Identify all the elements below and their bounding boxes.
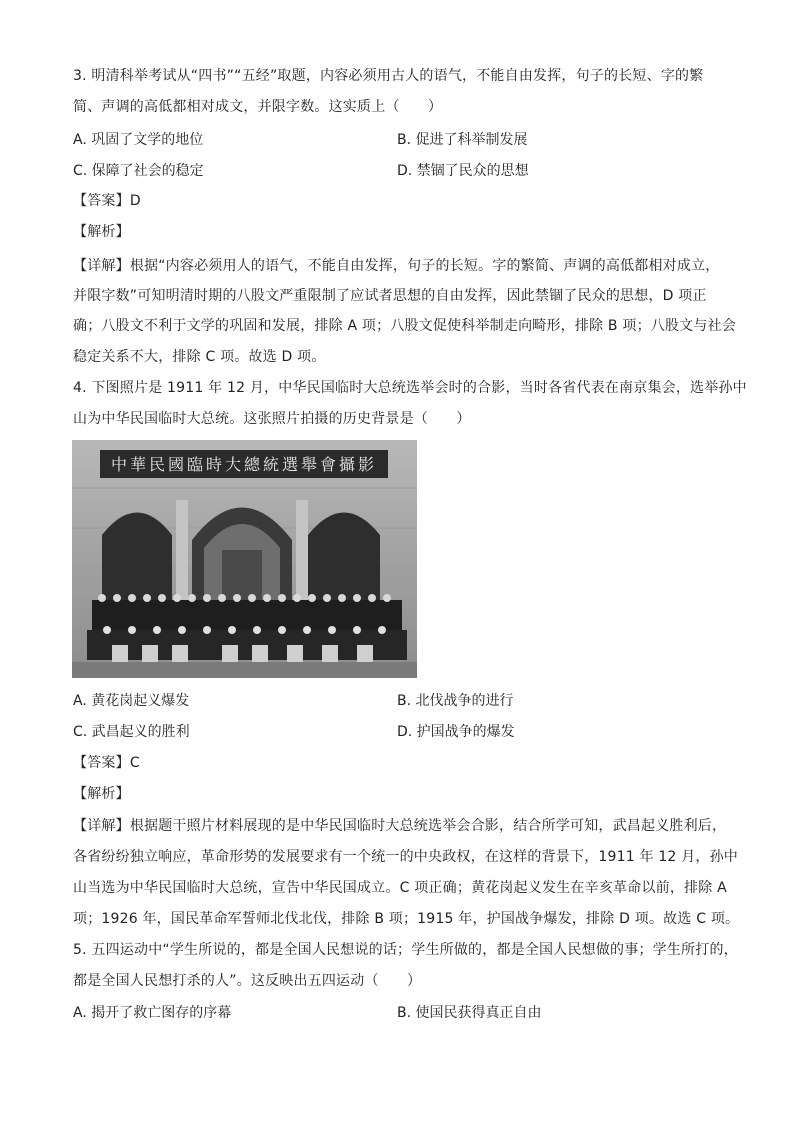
q3-answer <box>73 191 141 211</box>
q3-option-c: C. 保障了社会的稳定 <box>73 163 204 179</box>
q3-detail-text1: 根据“内容必须用人的语气，不能自由发挥，句子的长短。字的繁简、声调的高低都相对成立， <box>129 258 720 274</box>
q3-analysis-label: 【解析】 <box>73 224 130 240</box>
q3-option-d: D. 禁锢了民众的思想 <box>397 163 529 179</box>
q3-option-b: B. 促进了科举制发展 <box>397 132 528 148</box>
q4-answer-value: C <box>129 755 140 771</box>
photo-banner-text: 中華民國臨時大總統選舉會攝影 <box>110 455 378 474</box>
q3-stem-line1: 3. 明清科举考试从“四书”“五经”取题，内容必须用古人的语气，不能自由发挥，句子的长短、字的繁 <box>73 68 704 84</box>
q4-stem-line2: 山为中华民国临时大总统。这张照片拍摄的历史背景是（ ） <box>73 411 471 427</box>
q5-option-a: A. 揭开了救亡图存的序幕 <box>73 1005 232 1021</box>
q3-answer-label: 【答案】 <box>73 193 130 209</box>
q4-answer-label: 【答案】 <box>73 755 130 771</box>
q3-detail-line3: 确；八股文不利于文学的巩固和发展，排除 A 项；八股文促使科举制走向畸形，排除 B 项；八股文与社会 <box>73 318 736 334</box>
q4-detail-line3: 山当选为中华民国临时大总统，宣告中华民国成立。C 项正确；黄花岗起义发生在辛亥革命以前，排除 A <box>73 880 727 896</box>
q4-detail-text1: 根据题干照片材料展现的是中华民国临时大总统选举会合影，结合所学可知，武昌起义胜利后， <box>129 818 727 834</box>
historical-group-photo <box>72 440 417 678</box>
q4-detail-line2: 各省纷纷独立响应，革命形势的发展要求有一个统一的中央政权，在这样的背景下，1911 年 12 月，孙中 <box>73 849 738 865</box>
q3-detail-line2: 并限字数”可知明清时期的八股文严重限制了应试者思想的自由发挥，因此禁锢了民众的思想，D 项正 <box>73 288 707 304</box>
q3-answer-value: D <box>129 193 141 209</box>
q4-option-d: D. 护国战争的爆发 <box>397 724 515 740</box>
q4-option-c: C. 武昌起义的胜利 <box>73 724 190 740</box>
q4-detail-line4: 项；1926 年，国民革命军誓师北伐北伐，排除 B 项；1915 年，护国战争爆发，排除 D 项。故选 C 项。 <box>73 911 740 927</box>
q4-analysis-label: 【解析】 <box>73 786 130 802</box>
q3-option-a: A. 巩固了文学的地位 <box>73 132 204 148</box>
q4-detail-line1 <box>73 816 726 836</box>
q3-detail-line4: 稳定关系不大，排除 C 项。故选 D 项。 <box>73 349 326 365</box>
q4-option-a: A. 黄花岗起义爆发 <box>73 693 190 709</box>
q3-stem-line2: 简、声调的高低都相对成文，并限字数。这实质上（ ） <box>73 99 443 115</box>
q5-stem-line1: 5. 五四运动中“学生所说的，都是全国人民想说的话；学生所做的，都是全国人民想做的事；学生所打的， <box>73 942 738 958</box>
q4-stem-line1: 4. 下图照片是 1911 年 12 月，中华民国临时大总统选举会时的合影，当时各省代表在南京集会，选举孙中 <box>73 380 747 396</box>
q4-option-b: B. 北伐战争的进行 <box>397 693 514 709</box>
q5-stem-line2: 都是全国人民想打杀的人”。这反映出五四运动（ ） <box>73 973 422 989</box>
q5-option-b: B. 使国民获得真正自由 <box>397 1005 542 1021</box>
q3-detail-line1 <box>73 256 719 276</box>
q3-detail-label: 【详解】 <box>73 258 130 274</box>
q4-answer <box>73 753 140 773</box>
q4-detail-label: 【详解】 <box>73 818 130 834</box>
